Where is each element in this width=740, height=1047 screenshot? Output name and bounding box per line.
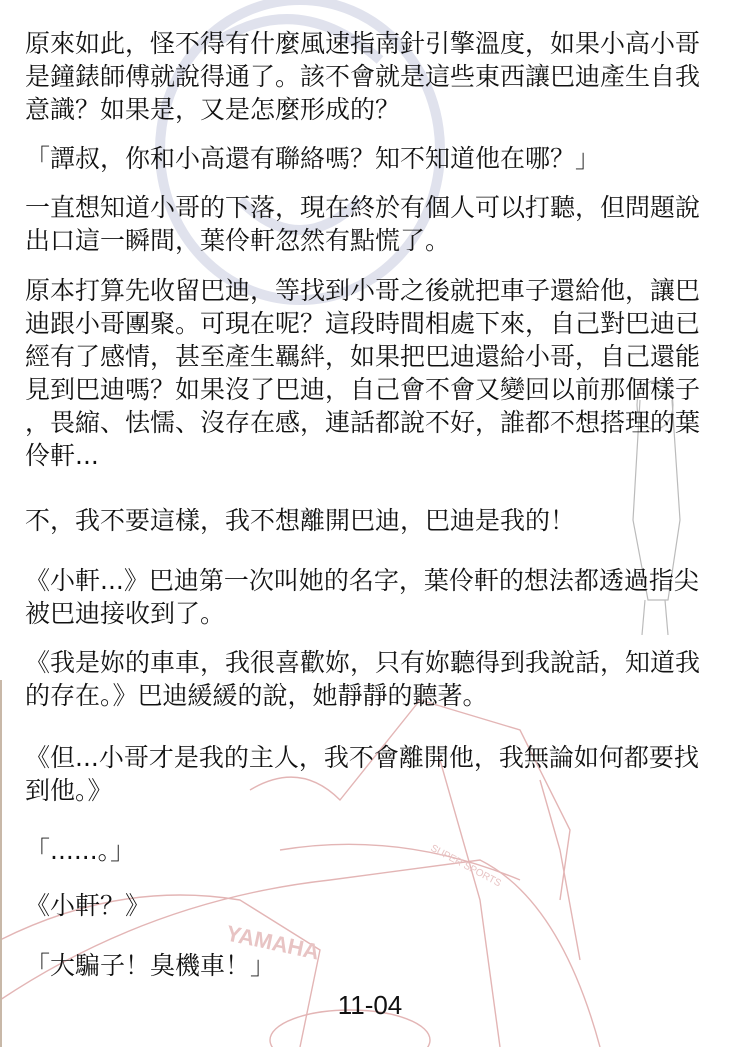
text-line: 被巴迪接收到了。: [25, 599, 226, 628]
text-line: 見到巴迪嗎？如果沒了巴迪，自己會不會又變回以前那個樣子: [25, 375, 701, 404]
text-line: 「大騙子！臭機車！」: [25, 951, 276, 980]
text-line: 出口這一瞬間，葉伶軒忽然有點慌了。: [25, 226, 451, 255]
text-line: 伶軒...: [25, 441, 99, 470]
watermark-yamaha: YAMAHA: [223, 920, 322, 965]
text-line: 原本打算先收留巴迪，等找到小哥之後就把車子還給他，讓巴: [25, 276, 701, 305]
text-line: ，畏縮、怯懦、沒存在感，連話都說不好，誰都不想搭理的葉: [25, 408, 701, 437]
text-line: 不，我不要這樣，我不想離開巴迪，巴迪是我的！: [25, 506, 576, 535]
text-line: 意識？如果是，又是怎麼形成的？: [25, 95, 401, 124]
text-line: 到他。》: [25, 776, 113, 805]
text-line: 一直想知道小哥的下落，現在終於有個人可以打聽，但問題說: [25, 193, 701, 222]
text-line: 《我是妳的車車，我很喜歡妳，只有妳聽得到我說話，知道我: [25, 648, 701, 677]
watermark-super-sports: SUPER SPORTS: [428, 842, 503, 890]
text-line: 原來如此，怪不得有什麼風速指南針引擎溫度，如果小高小哥: [25, 29, 701, 58]
text-line: 經有了感情，甚至產生羈絆，如果把巴迪還給小哥，自己還能: [25, 342, 701, 371]
text-line: 「......。」: [25, 836, 136, 865]
text-line: 「譚叔，你和小高還有聯絡嗎？知不知道他在哪？」: [25, 144, 601, 173]
page-number: 11-04: [337, 990, 403, 1020]
text-line: 是鐘錶師傅就說得通了。該不會就是這些東西讓巴迪產生自我: [25, 62, 701, 91]
text-line: 《小軒...》巴迪第一次叫她的名字，葉伶軒的想法都透過指尖: [25, 566, 699, 595]
text-line: 《但...小哥才是我的主人，我不會離開他，我無論如何都要找: [25, 743, 699, 772]
text-line: 迪跟小哥團聚。可現在呢？這段時間相處下來，自己對巴迪已: [25, 309, 701, 338]
text-line: 《小軒？》: [25, 891, 151, 920]
text-line: 的存在。》巴迪緩緩的說，她靜靜的聽著。: [25, 681, 488, 710]
